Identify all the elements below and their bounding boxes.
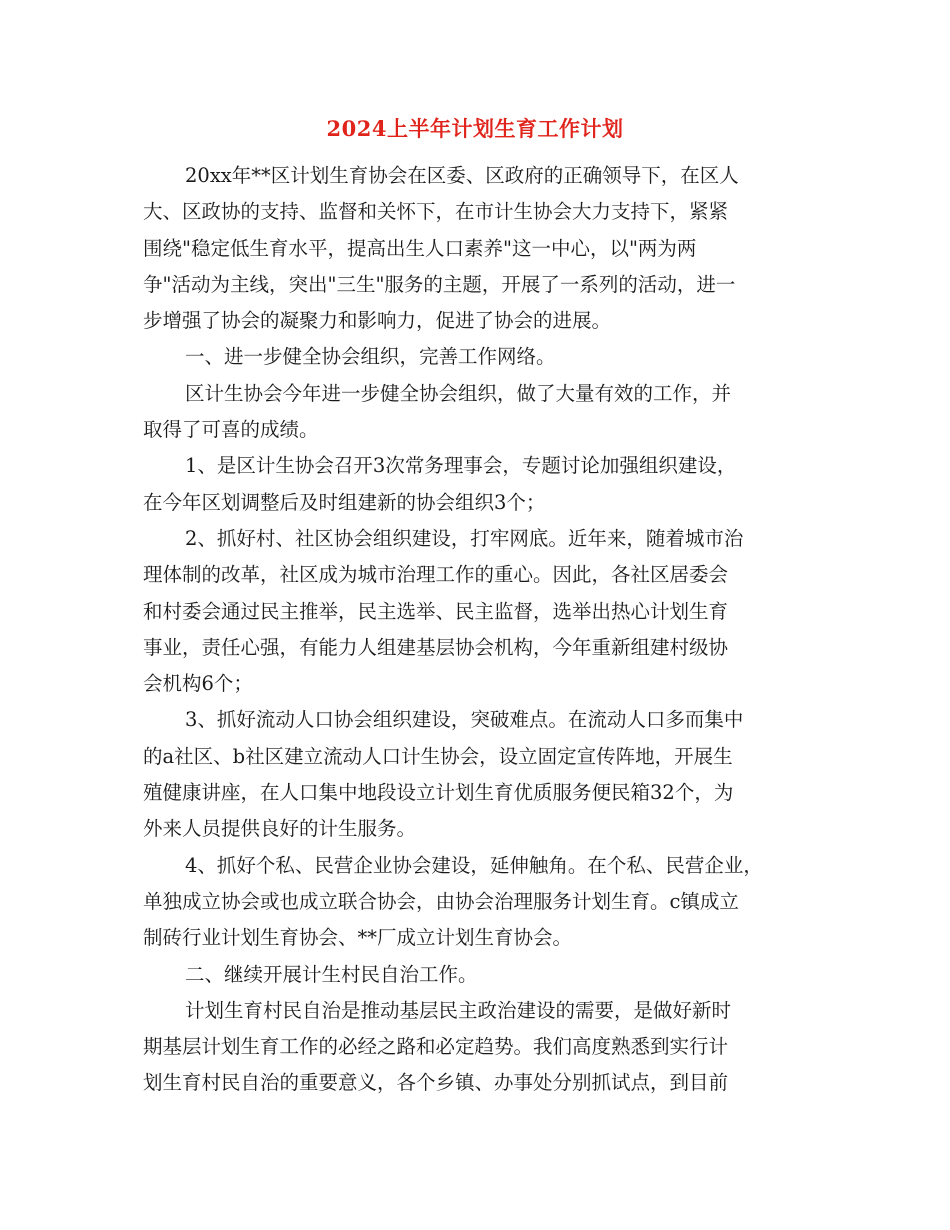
text-line: 1、是区计生协会召开3次常务理事会，专题讨论加强组织建设， bbox=[185, 454, 737, 478]
text-line: 期基层计划生育工作的必经之路和必定趋势。我们高度熟悉到实行计 bbox=[143, 1035, 729, 1059]
text-line: 围绕"稳定低生育水平，提高出生人口素养"这一中心，以"两为两 bbox=[143, 236, 697, 260]
text-line: 20xx年**区计划生育协会在区委、区政府的正确领导下，在区人 bbox=[185, 164, 739, 187]
text-line: 的a社区、b社区建立流动人口计生协会，设立固定宣传阵地，开展生 bbox=[143, 744, 733, 768]
text-line: 计划生育村民自治是推动基层民主政治建设的需要，是做好新时 bbox=[185, 998, 732, 1022]
text-line: 大、区政协的支持、监督和关怀下，在市计生协会大力支持下，紧紧 bbox=[143, 200, 729, 224]
text-line: 殖健康讲座，在人口集中地段设立计划生育优质服务便民箱32个，为 bbox=[143, 781, 734, 805]
text-line: 会机构6个； bbox=[143, 672, 253, 696]
text-line: 3、抓好流动人口协会组织建设，突破难点。在流动人口多而集中 bbox=[185, 708, 744, 732]
text-line: 争"活动为主线，突出"三生"服务的主题，开展了一系列的活动，进一 bbox=[143, 272, 736, 296]
text-line: 在今年区划调整后及时组建新的协会组织3个； bbox=[143, 490, 546, 514]
text-line: 二、继续开展计生村民自治工作。 bbox=[185, 962, 478, 986]
text-line: 划生育村民自治的重要意义，各个乡镇、办事处分别抓试点，到目前 bbox=[143, 1071, 729, 1095]
text-line: 区计生协会今年进一步健全协会组织，做了大量有效的工作，并 bbox=[185, 381, 732, 405]
text-line: 一、进一步健全协会组织，完善工作网络。 bbox=[185, 345, 556, 369]
text-line: 单独成立协会或也成立联合协会，由协会治理服务计划生育。c镇成立 bbox=[143, 889, 739, 913]
text-line: 外来人员提供良好的计生服务。 bbox=[143, 817, 417, 841]
text-line: 步增强了协会的凝聚力和影响力，促进了协会的进展。 bbox=[143, 309, 612, 333]
text-line: 事业，责任心强，有能力人组建基层协会机构，今年重新组建村级协 bbox=[143, 635, 729, 659]
text-line: 2、抓好村、社区协会组织建设，打牢网底。近年来，随着城市治 bbox=[185, 526, 744, 550]
text-line: 4、抓好个私、民营企业协会建设，延伸触角。在个私、民营企业， bbox=[185, 853, 763, 877]
document-body bbox=[143, 158, 813, 1102]
text-line: 取得了可喜的成绩。 bbox=[143, 418, 319, 442]
document-title: 2024上半年计划生育工作计划 bbox=[326, 116, 624, 141]
text-line: 和村委会通过民主推举，民主选举、民主监督，选举出热心计划生育 bbox=[143, 599, 729, 623]
text-line: 理体制的改革，社区成为城市治理工作的重心。因此，各社区居委会 bbox=[143, 563, 729, 587]
text-line: 制砖行业计划生育协会、**厂成立计划生育协会。 bbox=[143, 926, 573, 950]
